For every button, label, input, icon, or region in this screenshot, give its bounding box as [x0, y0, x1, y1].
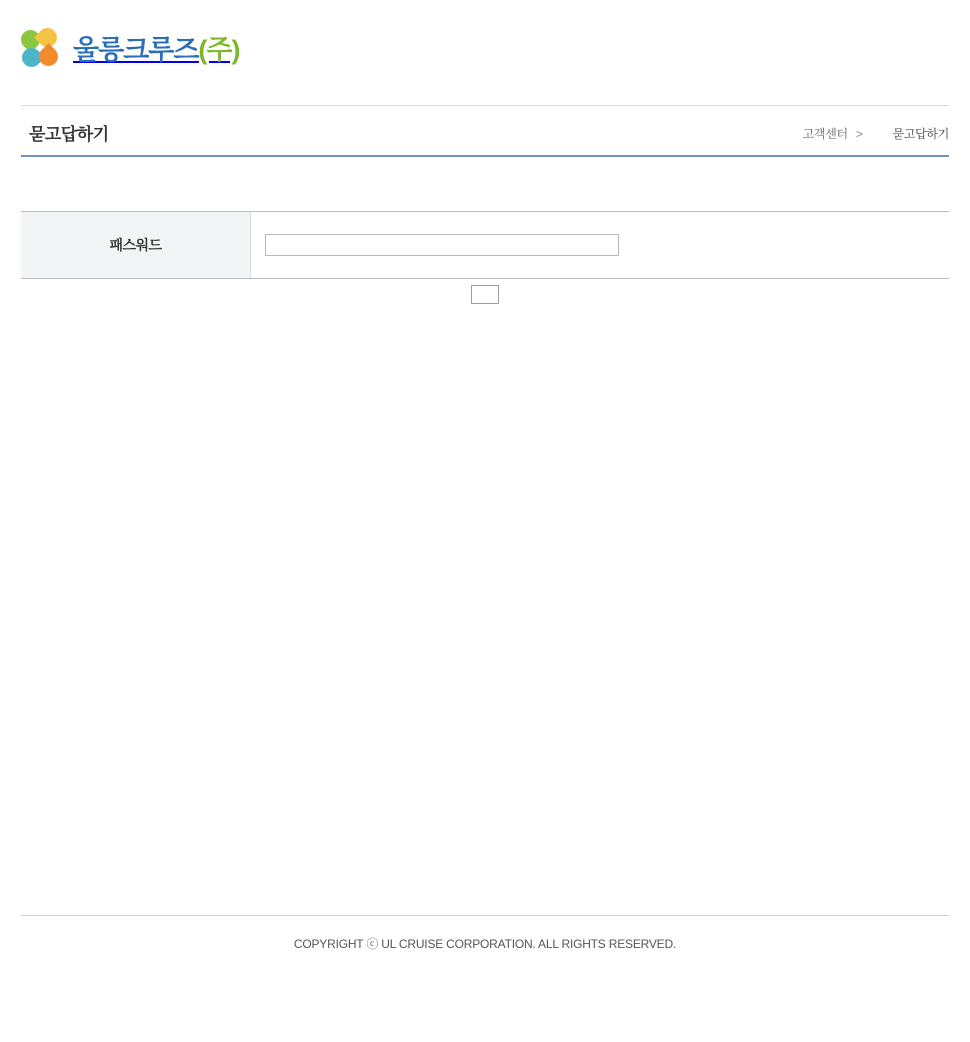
four-petal-pinwheel-icon	[21, 28, 63, 72]
password-field-cell	[251, 212, 949, 278]
password-label-cell	[21, 212, 251, 278]
copyright-text: COPYRIGHT ⓒ UL CRUISE CORPORATION. ALL RIGHTS RESERVED.	[293, 937, 677, 951]
password-form-table	[21, 211, 949, 279]
site-footer	[21, 915, 949, 952]
site-header	[0, 0, 970, 105]
logo-text-suffix: (주)	[198, 34, 240, 65]
site-logo-link[interactable]	[21, 28, 240, 72]
page-titlebar	[21, 105, 949, 157]
breadcrumb-current: 묻고답하기	[892, 127, 949, 141]
page-title: 묻고답하기	[29, 125, 109, 144]
breadcrumb-separator-icon: >	[855, 126, 863, 141]
password-input[interactable]	[265, 234, 619, 256]
breadcrumb-root[interactable]: 고객센터	[802, 127, 848, 141]
logo-text-main: 울릉크루즈	[73, 34, 199, 65]
main-content	[21, 211, 949, 279]
password-label: 패스워드	[109, 237, 162, 253]
logo-wordmark	[73, 34, 240, 65]
submit-button[interactable]	[471, 285, 499, 304]
submit-row	[21, 285, 949, 304]
breadcrumb	[803, 125, 949, 142]
